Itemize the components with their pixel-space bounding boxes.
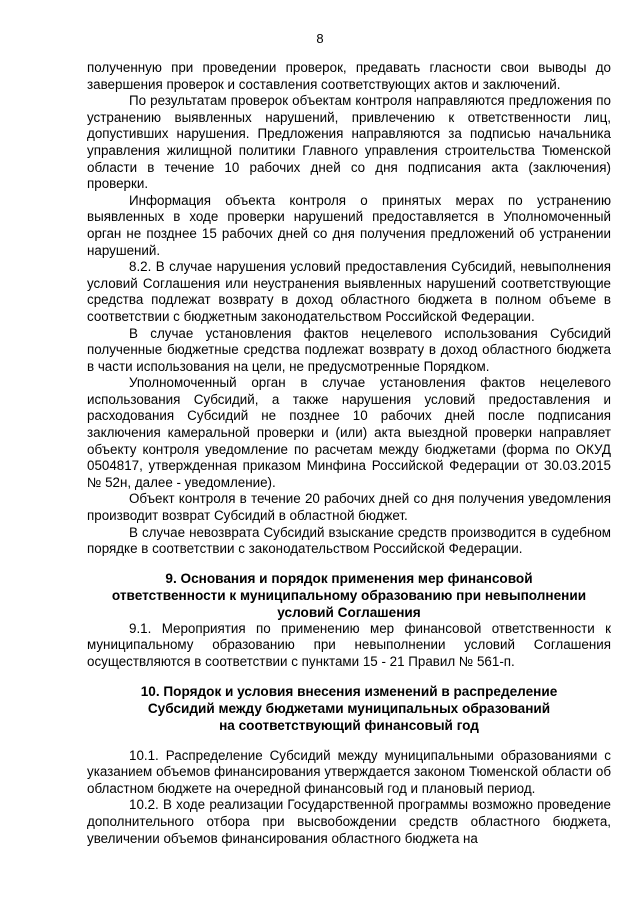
body-paragraph: полученную при проведении проверок, предавать гласности свои выводы до завершения проверок и составления соответствующих актов и заключений. bbox=[87, 60, 611, 92]
section-10-paragraph: 10.1. Распределение Субсидий между муниципальными образованиями с указанием объемов финансирования утверждается законом Тюменской области об областном бюджете на очередной финансовый год и плановый период. bbox=[87, 747, 611, 796]
body-paragraph: В случае установления фактов нецелевого использования Субсидий полученные бюджетные средства подлежат возврату в доход областного бюджета в части использования на цели, не предусмотренные Порядком. bbox=[87, 325, 611, 374]
page-number: 8 bbox=[316, 31, 324, 46]
heading-line: 10. Порядок и условия внесения изменений в распределение bbox=[140, 683, 558, 699]
section-10-paragraph: 10.2. В ходе реализации Государственной программы возможно проведение дополнительного отбора при высвобождении средств областного бюджета, увеличении объемов финансирования областного бюджета на bbox=[87, 797, 611, 846]
document-body bbox=[87, 60, 611, 847]
body-paragraph: По результатам проверок объектам контроля направляются предложения по устранению выявленных нарушений, привлечению к ответственности лиц, допустивших нарушения. Предложения направляются за подписью начальника управления жилищной политики Главного управления строительства Тюменской области в течение 10 рабочих дней со дня подписания акта (заключения) проверки. bbox=[87, 93, 611, 192]
heading-line: ответственности к муниципальному образованию при невыполнении bbox=[111, 587, 587, 603]
heading-line: Субсидий между бюджетами муниципальных образований bbox=[147, 700, 551, 716]
body-paragraph: 8.2. В случае нарушения условий предоставления Субсидий, невыполнения условий Соглашения или неустранения выявленных нарушений соответствующие средства подлежат возврату в доход областного бюджета в полном объеме в соответствии с бюджетным законодательством Российской Федерации. bbox=[87, 259, 611, 324]
heading-line: 9. Основания и порядок применения мер финансовой bbox=[165, 570, 533, 586]
section-9-paragraph: 9.1. Мероприятия по применению мер финансовой ответственности к муниципальному образованию при невыполнении условий Соглашения осуществляются в соответствии с пунктами 15 - 21 Правил № 561-п. bbox=[87, 620, 611, 669]
body-paragraph: Информация объекта контроля о принятых мерах по устранению выявленных в ходе проверки нарушений предоставляется в Уполномоченный орган не позднее 15 рабочих дней со дня получения предложений об устранении нарушений. bbox=[87, 192, 611, 258]
top-paragraphs bbox=[87, 60, 611, 558]
section-9-heading bbox=[87, 570, 611, 621]
section-10-heading bbox=[87, 683, 611, 734]
body-paragraph: В случае невозврата Субсидий взыскание средств производится в судебном порядке в соответствии с законодательством Российской Федерации. bbox=[87, 524, 611, 557]
body-paragraph: Объект контроля в течение 20 рабочих дней со дня получения уведомления производит возврат Субсидий в областной бюджет. bbox=[87, 491, 611, 524]
heading-line: условий Соглашения bbox=[277, 604, 421, 620]
heading-line: на соответствующий финансовый год bbox=[219, 717, 479, 733]
body-paragraph: Уполномоченный орган в случае установления фактов нецелевого использования Субсидий, а также нарушения условий предоставления и расходования Субсидий не позднее 10 рабочих дней после подписания заключения камеральной проверки и (или) акта выездной проверки направляет объекту контроля уведомление по расчетам между бюджетами (форма по ОКУД 0504817, утвержденная приказом Минфина Российской Федерации от 30.03.2015 № 52н, далее - уведомление). bbox=[87, 375, 611, 490]
